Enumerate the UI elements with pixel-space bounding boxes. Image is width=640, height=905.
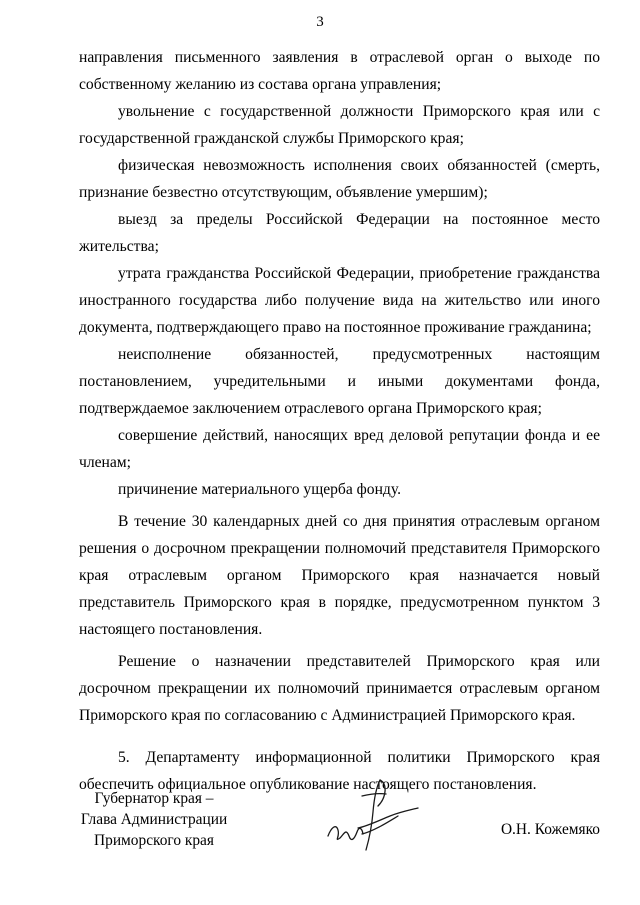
paragraph-non-performance: неисполнение обязанностей, предусмотренных настоящим постановлением, учредительными и иными документами фонда, подтверждаемое заключением отраслевого органа Приморского края; xyxy=(79,346,600,417)
paragraph-new-representative: В течение 30 календарных дней со дня принятия отраслевым органом решения о досрочном прекращении полномочий представителя Приморского края отраслевым органом Приморского края назначается новый представитель Приморского края в порядке, предусмотренном пунктом 3 настоящего постановления. xyxy=(79,513,600,638)
paragraph-departure: выезд за пределы Российской Федерации на постоянное место жительства; xyxy=(79,211,600,255)
page-number: 3 xyxy=(316,14,324,30)
handwritten-signature xyxy=(322,776,424,854)
paragraph-material-damage: причинение материального ущерба фонду. xyxy=(118,481,401,498)
paragraph-physical-impossibility: физическая невозможность исполнения своих обязанностей (смерть, признание безвестно отсутствующим, объявление умершим); xyxy=(79,157,600,201)
position-line: Губернатор края – xyxy=(94,790,214,807)
paragraph-reputation-harm: совершение действий, наносящих вред деловой репутации фонда и ее членам; xyxy=(79,427,600,471)
document-body xyxy=(79,44,600,798)
paragraph-appointment-decision: Решение о назначении представителей Приморского края или досрочном прекращении их полномочий принимается отраслевым органом Приморского края по согласованию с Администрацией Приморского края. xyxy=(79,653,600,724)
paragraph-citizenship-loss: утрата гражданства Российской Федерации, приобретение гражданства иностранного государства либо получение вида на жительство или иного документа, подтверждающего право на постоянное проживание гражданина; xyxy=(79,265,600,336)
position-line: Глава Администрации xyxy=(80,811,228,828)
signatory-position xyxy=(40,788,268,851)
paragraph-continuation: направления письменного заявления в отраслевой орган о выходе по собственному желанию из состава органа управления; xyxy=(79,49,600,93)
position-line: Приморского края xyxy=(94,832,214,849)
paragraph-item-5: 5. Департаменту информационной политики Приморского края обеспечить официальное опубликование настоящего постановления. xyxy=(79,749,600,793)
paragraph-dismissal: увольнение с государственной должности Приморского края или с государственной гражданской службы Приморского края; xyxy=(79,103,600,147)
signatory-name: О.Н. Кожемяко xyxy=(500,821,600,838)
